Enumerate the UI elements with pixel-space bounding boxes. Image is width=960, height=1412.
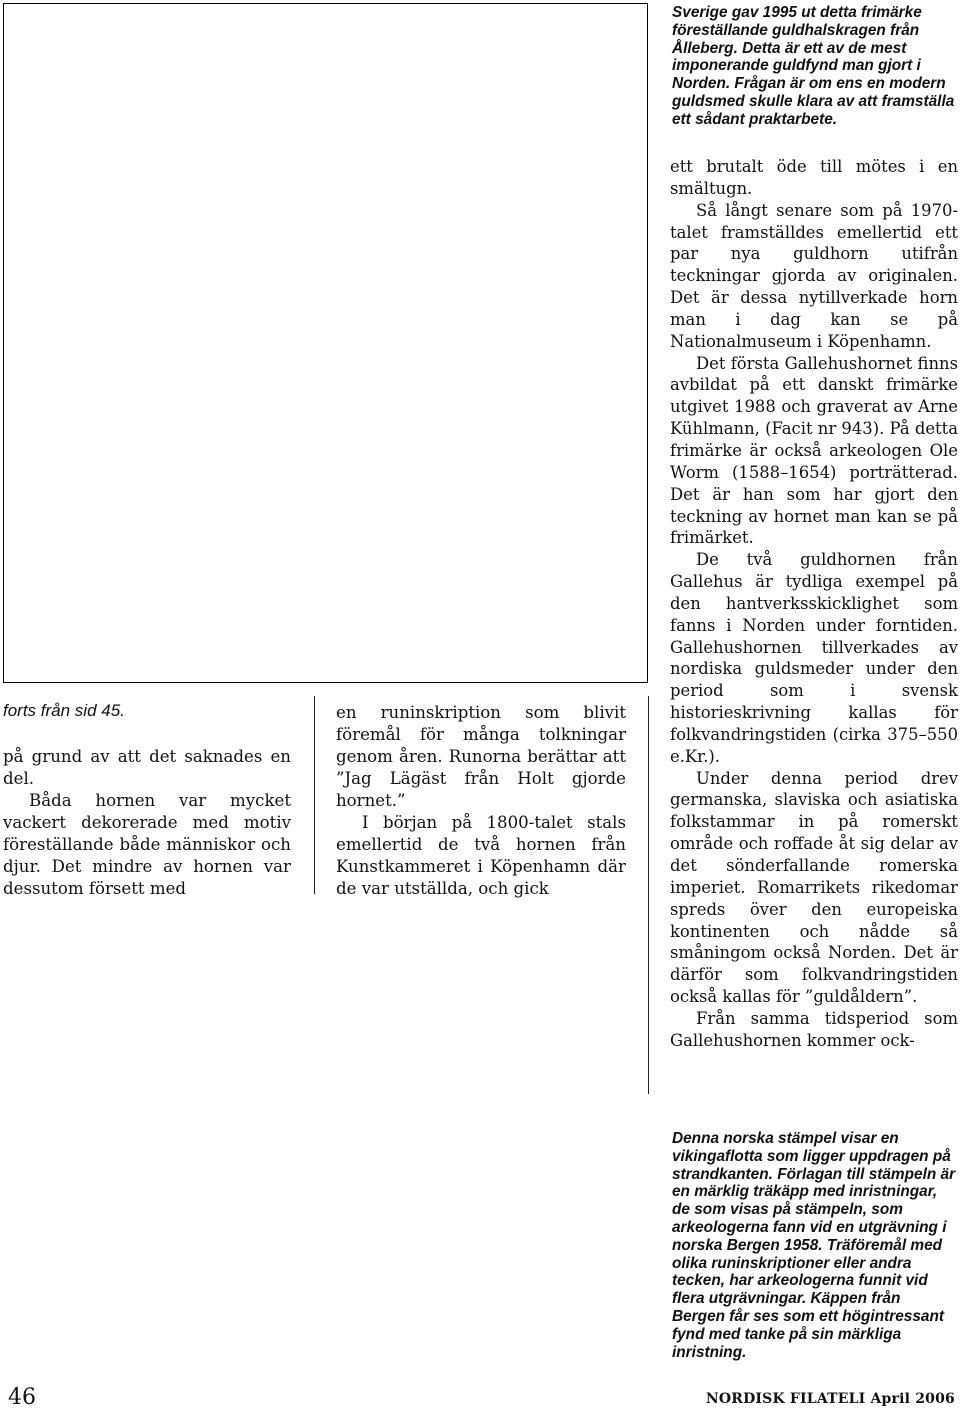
bottom-caption	[672, 1130, 956, 1361]
continued-from-note: forts från sid 45.	[3, 701, 125, 720]
stamp-image-frame	[3, 3, 648, 683]
column3-paragraph-6: Från samma tidsperiod som Gallehushornen kommer ock-	[670, 1008, 958, 1050]
body-column-3	[670, 156, 958, 1052]
magazine-footer: NORDISK FILATELI April 2006	[705, 1391, 955, 1407]
page-number: 46	[8, 1385, 36, 1410]
column2-paragraph-2: I början på 1800-talet stals emellertid de två hornen från Kunstkammeret i Köpenhamn där de var utställda, och gick	[336, 813, 626, 898]
body-column-2	[336, 702, 626, 900]
column3-paragraph-1: ett brutalt öde till mötes i en smältugn.	[670, 157, 958, 198]
column3-paragraph-5: Under denna period drev germanska, slaviska och asiatiska folkstammar in på romerskt område och roffade åt sig delar av det sönderfallande romerska imperiet. Romarrikets rikedomar spreds över den europeiska kontinenten och nådde så småningom också Norden. Det är därför som folkvandringstiden också kallas för ”guldåldern”.	[670, 768, 958, 1007]
column-rule-1	[314, 696, 315, 894]
column-rule-2	[648, 696, 649, 1094]
top-caption-text: Sverige gav 1995 ut detta frimärke föreställande guldhalskragen från Ålleberg. Detta är ett av de mest imponerande guldfynd man gjort i Norden. Frågan är om ens en modern guldsmed skulle klara av att framställa ett sådant praktarbete.	[672, 4, 955, 128]
bottom-caption-text: Denna norska stämpel visar en vikingaflotta som ligger uppdragen på strandkanten. Förlagan till stämpeln är en märklig träkäpp med inristningar, de som visas på stämpeln, som arkeologerna fann vid en utgrävning i norska Bergen 1958. Träföremål med olika runinskriptioner eller andra tecken, har arkeologerna funnit vid flera utgrävningar. Käppen från Bergen får ses som ett högintressant fynd med tanke på sin märkliga inristning.	[672, 1130, 956, 1361]
top-caption	[672, 4, 956, 129]
column3-paragraph-3: Det första Gallehushornet finns avbildat på ett danskt frimärke utgivet 1988 och graverat av Arne Kühlmann, (Facit nr 943). På detta frimärke är också arkeologen Ole Worm (1588–1654) porträtterad. Det är han som har gjort den teckning av hornet man kan se på frimärket.	[670, 353, 958, 548]
column3-paragraph-4: De två guldhornen från Gallehus är tydliga exempel på den hantverksskicklighet som fanns i Norden under forntiden. Gallehushornen tillverkades av nordiska guldsmeder under den period som i svensk historieskrivning kallas för folkvandringstiden (cirka 375–550 e.Kr.).	[670, 550, 958, 766]
column1-paragraph-2: Båda hornen var mycket vackert dekorerade med motiv föreställande både människor och djur. Det mindre av hornen var dessutom försett med	[3, 791, 291, 898]
column3-paragraph-2: Så långt senare som på 1970-talet framställdes emellertid ett par nya guldhorn utifrån teckningar gjorda av originalen. Det är dessa nytillverkade horn man i dag kan se på Nationalmuseum i Köpenhamn.	[670, 200, 958, 351]
column1-paragraph-1: på grund av att det saknades en del.	[3, 747, 291, 788]
body-column-1	[3, 746, 291, 900]
column2-paragraph-1: en runinskription som blivit föremål för många tolkningar genom åren. Runorna berättar att ”Jag Lägäst från Holt gjorde hornet.”	[336, 703, 626, 810]
